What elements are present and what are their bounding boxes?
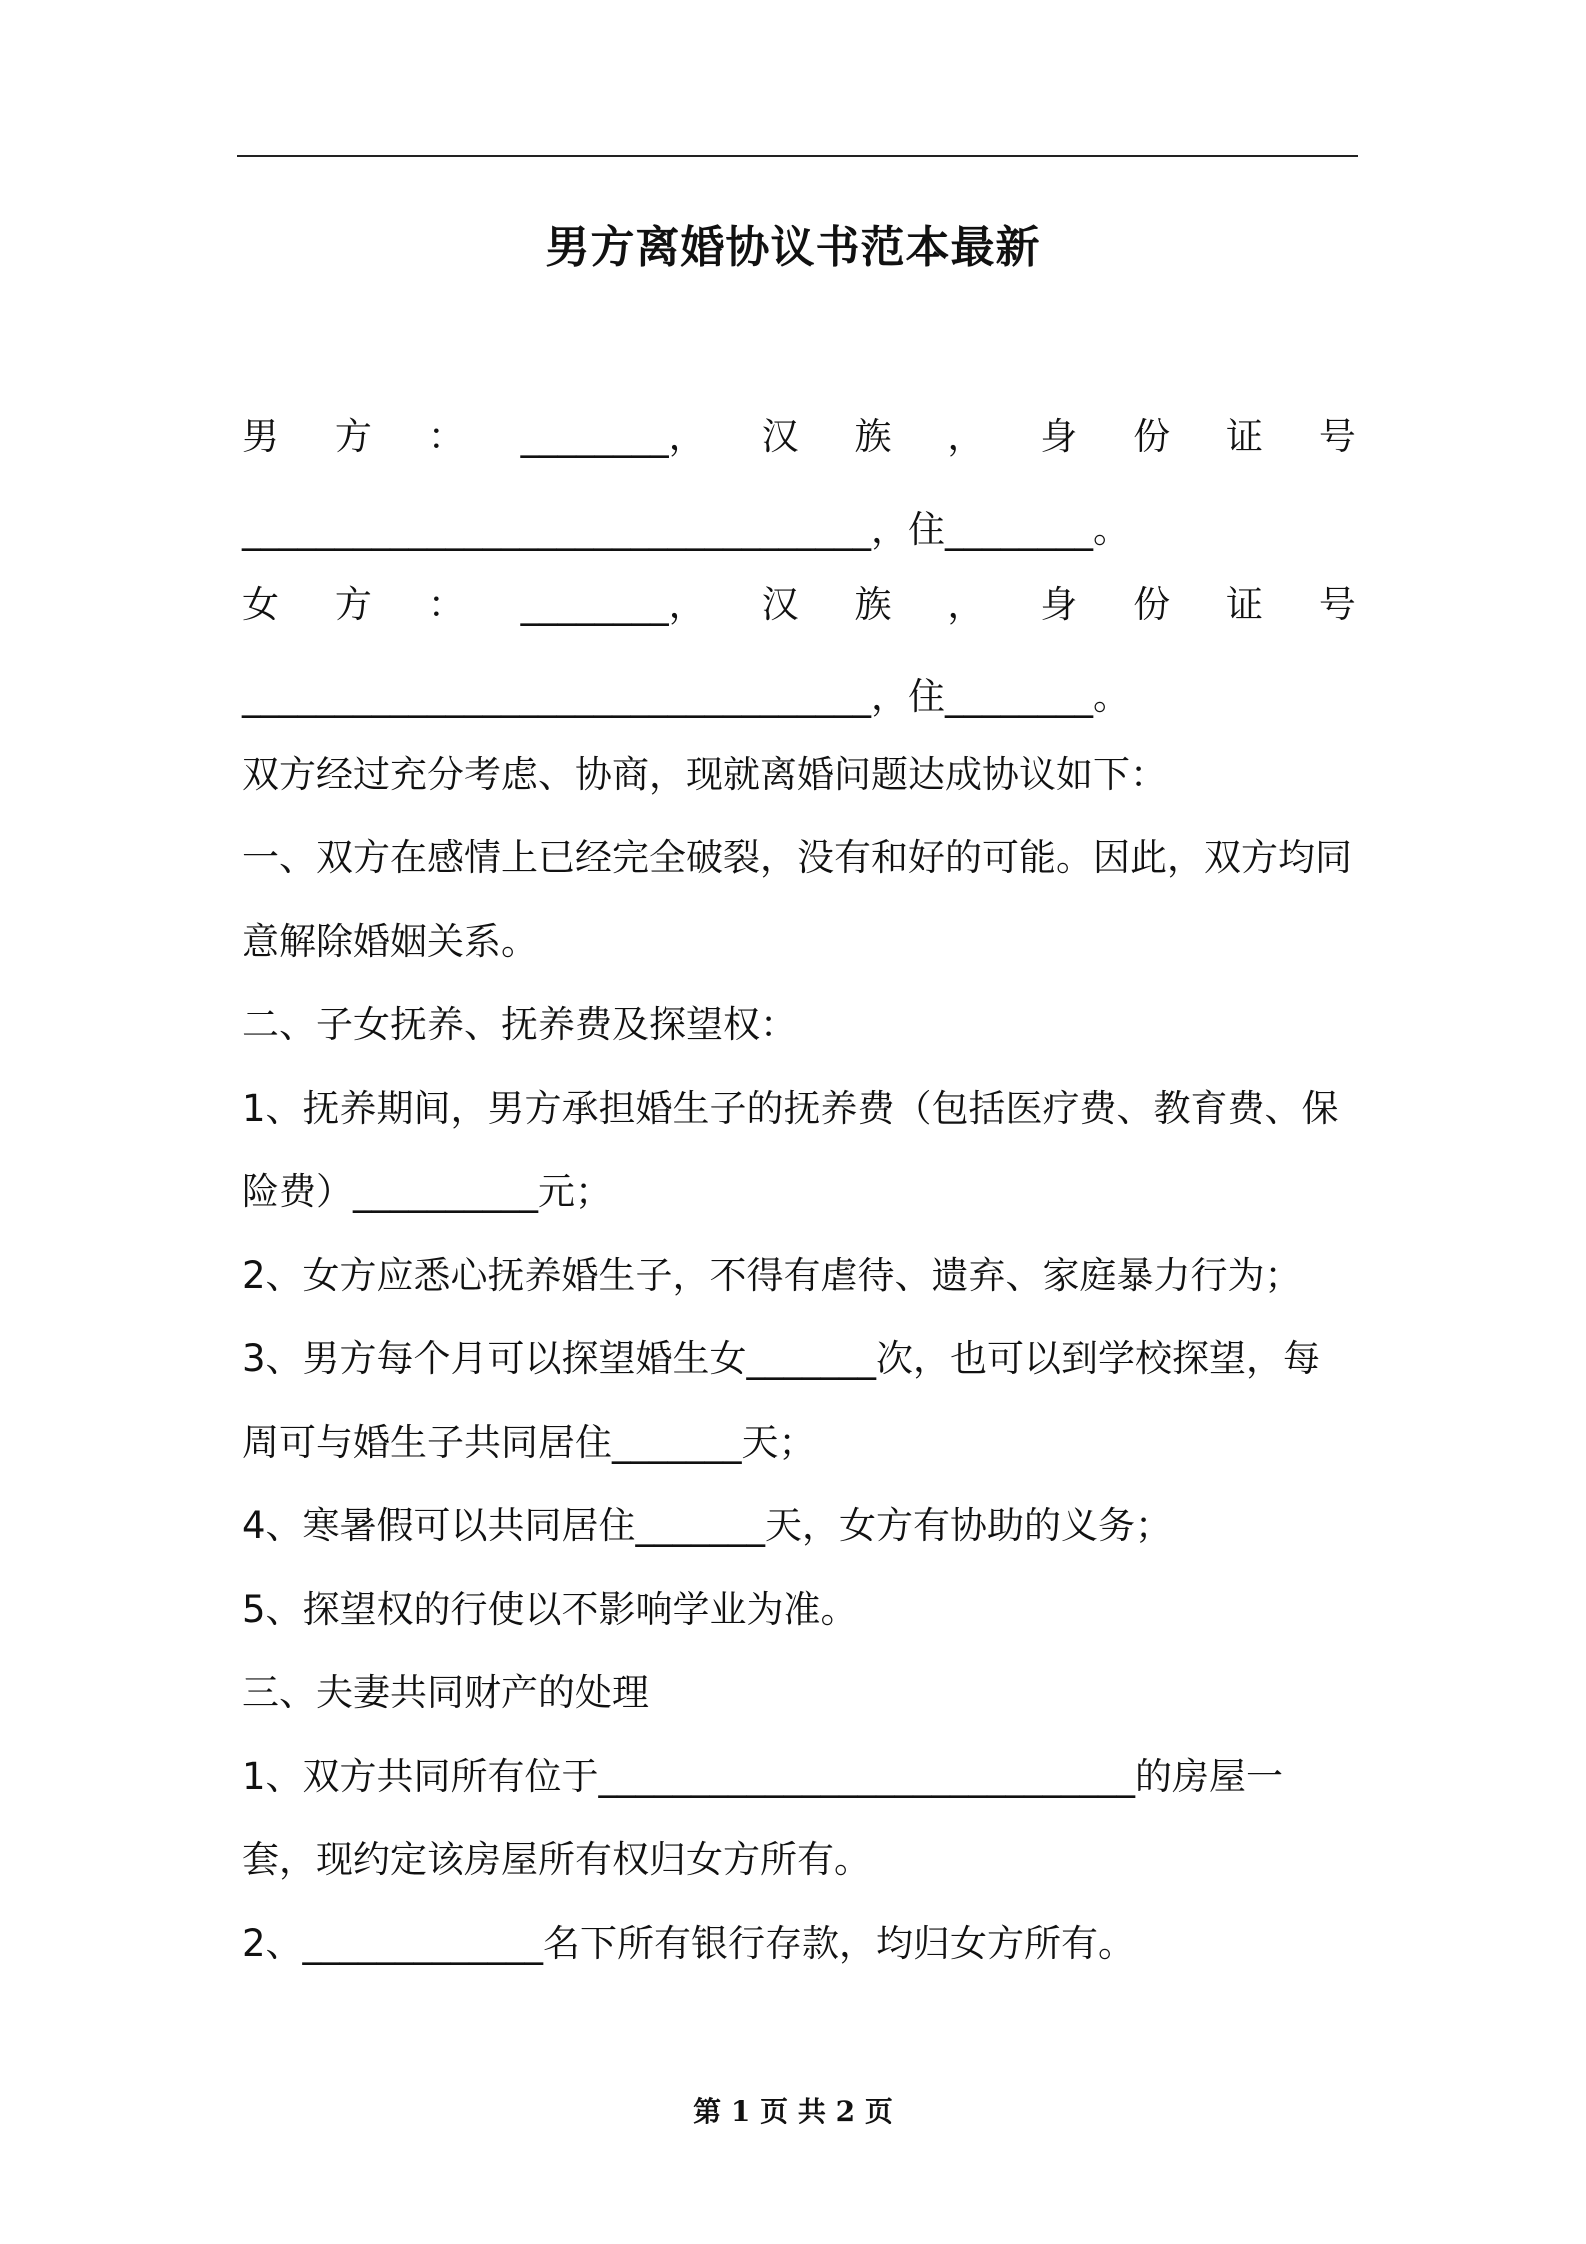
intro-paragraph: 双方经过充分考虑、协商，现就离婚问题达成协议如下：	[242, 753, 1167, 796]
wife-label-char: ：	[427, 583, 465, 626]
husband-label-char: 身	[1040, 415, 1078, 458]
wife-label-char: 号	[1318, 583, 1356, 626]
clause-2-item-1-line-1: 1、抚养期间，男方承担婚生子的抚养费（包括医疗费、教育费、保	[242, 1087, 1339, 1130]
clause-2-item-2: 2、女方应悉心抚养婚生子，不得有虐待、遗弃、家庭暴力行为；	[242, 1254, 1302, 1297]
clause-3-item-2: 2、_____________名下所有银行存款，均归女方所有。	[242, 1922, 1136, 1965]
clause-2-item-5: 5、探望权的行使以不影响学业为准。	[242, 1588, 858, 1631]
husband-id-address-line: __________________________________，住________。	[242, 508, 1130, 551]
clause-3-item-1-line-1: 1、双方共同所有位于_____________________________的房屋一	[242, 1755, 1284, 1798]
husband-label-char: 男	[242, 415, 279, 458]
husband-label-char: 号	[1318, 415, 1356, 458]
wife-label-char: 族	[854, 583, 892, 626]
wife-label-char: 身	[1040, 583, 1078, 626]
husband-label-char: 证	[1226, 415, 1264, 458]
wife-label-char: 女	[242, 583, 279, 626]
wife-id-address-line: __________________________________，住________。	[242, 675, 1130, 718]
clause-2-item-4: 4、寒暑假可以共同居住_______天，女方有协助的义务；	[242, 1504, 1173, 1547]
wife-label-char: 份	[1133, 583, 1171, 626]
husband-label-char: 份	[1133, 415, 1171, 458]
husband-label-char: 汉	[761, 415, 799, 458]
document-title: 男方离婚协议书范本最新	[545, 222, 1041, 273]
wife-label-char: 方	[334, 583, 372, 626]
husband-label-char: ，	[947, 415, 985, 458]
wife-name-blank: ________，	[520, 583, 706, 626]
clause-2-item-3-line-1: 3、男方每个月可以探望婚生女_______次，也可以到学校探望，每	[242, 1337, 1321, 1380]
header-divider	[237, 155, 1358, 157]
husband-label-char: 族	[854, 415, 892, 458]
husband-name-blank: ________，	[520, 415, 706, 458]
clause-1-line-1: 一、双方在感情上已经完全破裂，没有和好的可能。因此，双方均同	[242, 836, 1352, 879]
page-indicator: 第 1 页 共 2 页	[693, 2095, 893, 2128]
clause-3-heading: 三、夫妻共同财产的处理	[242, 1671, 649, 1714]
clause-2-item-1-line-2: 险费）__________元；	[242, 1170, 612, 1213]
clause-1-line-2: 意解除婚姻关系。	[242, 920, 538, 963]
clause-2-item-3-line-2: 周可与婚生子共同居住_______天；	[242, 1421, 816, 1464]
wife-label-char: 汉	[761, 583, 799, 626]
wife-label-char: ，	[947, 583, 985, 626]
clause-2-heading: 二、子女抚养、抚养费及探望权：	[242, 1003, 797, 1046]
husband-label-char: 方	[334, 415, 372, 458]
husband-label-char: ：	[427, 415, 465, 458]
husband-info-line	[242, 412, 1356, 462]
clause-3-item-1-line-2: 套，现约定该房屋所有权归女方所有。	[242, 1838, 871, 1881]
wife-info-line	[242, 580, 1356, 630]
wife-label-char: 证	[1226, 583, 1264, 626]
